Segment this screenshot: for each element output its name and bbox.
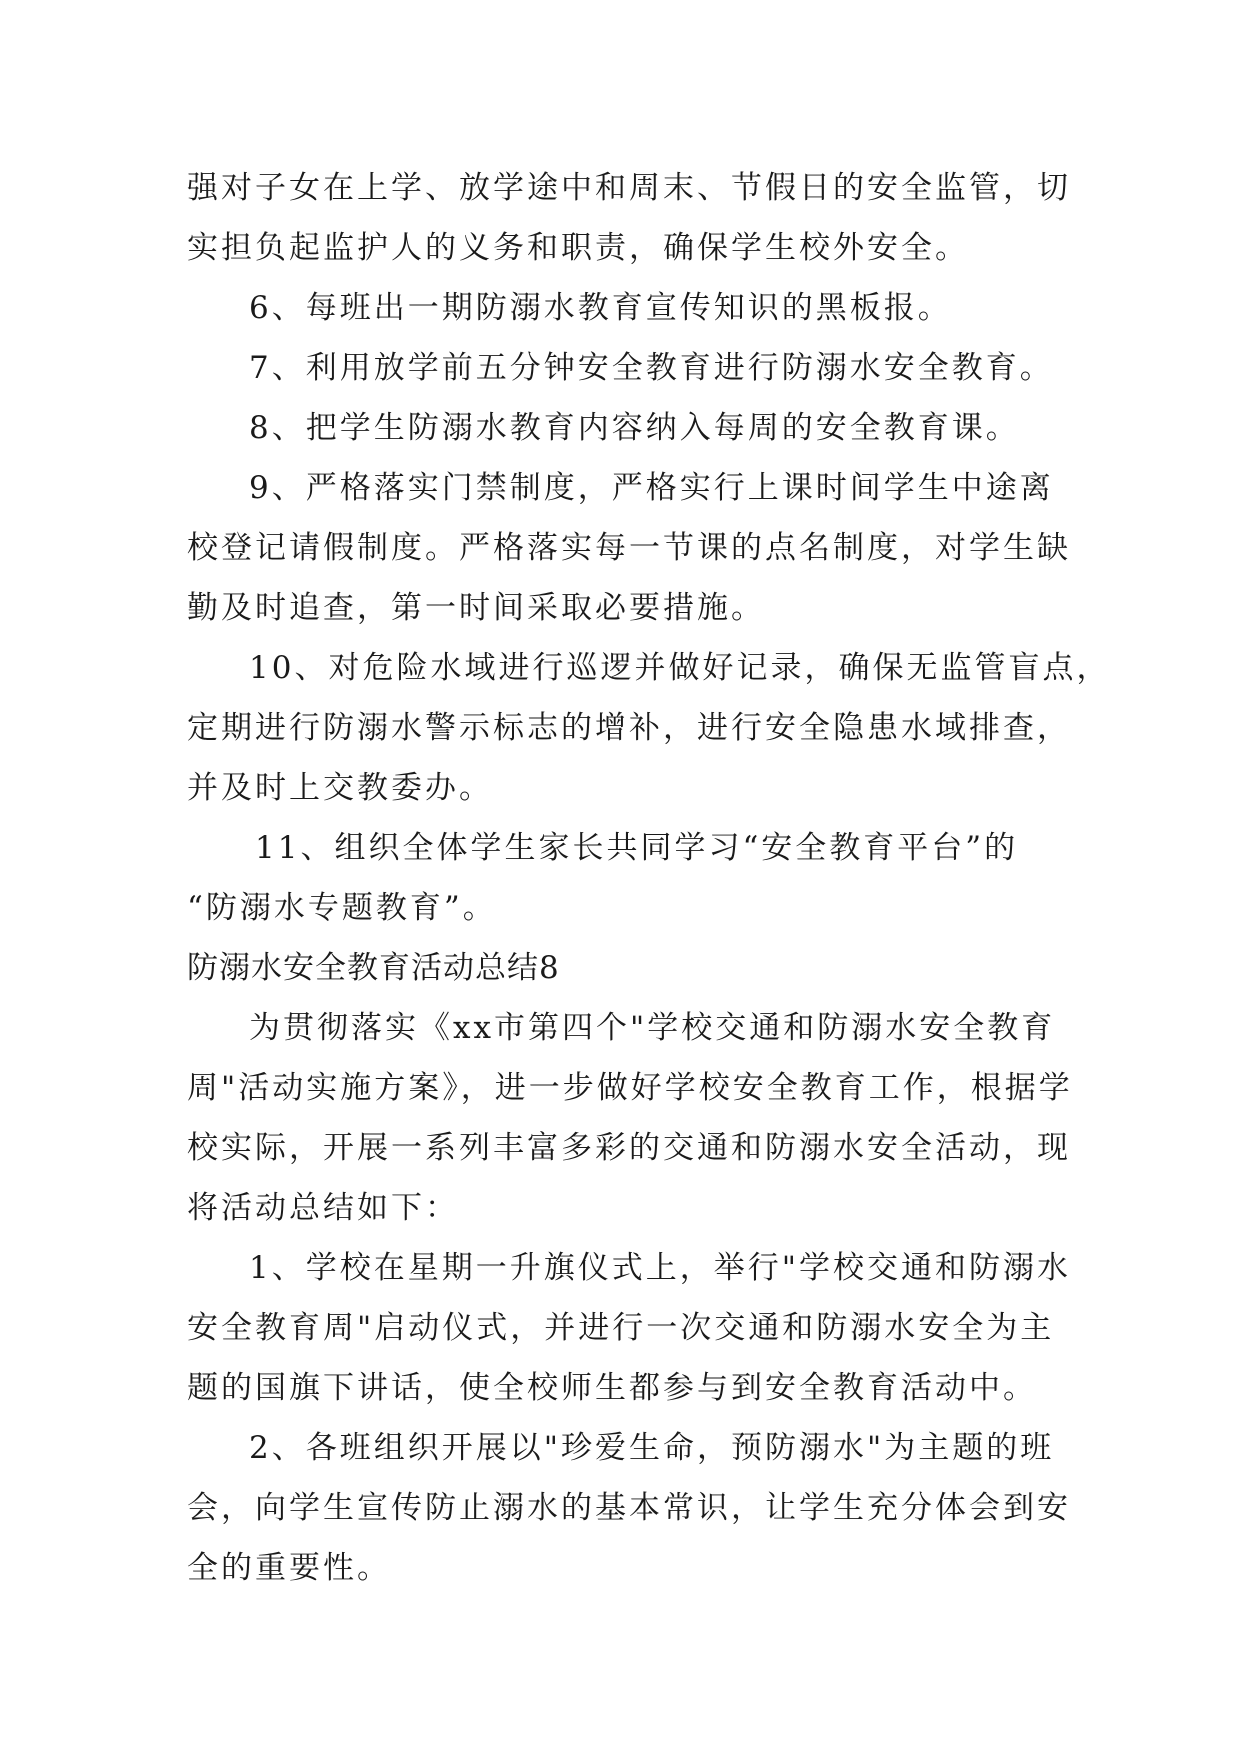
text-line: 将活动总结如下： — [187, 1190, 459, 1226]
text-line: 11、组织全体学生家长共同学习“安全教育平台”的 — [255, 830, 1019, 866]
paragraph — [187, 998, 1073, 1238]
text-line: 全的重要性。 — [187, 1550, 391, 1586]
text-line: 9、严格落实门禁制度，严格实行上课时间学生中途离 — [249, 470, 1054, 506]
text-line: 8、把学生防溺水教育内容纳入每周的安全教育课。 — [249, 410, 1020, 446]
text-line: 校登记请假制度。严格落实每一节课的点名制度，对学生缺 — [187, 530, 1071, 566]
text-line: 强对子女在上学、放学途中和周末、节假日的安全监管，切 — [187, 170, 1071, 206]
paragraph — [187, 458, 1071, 638]
text-line: 并及时上交教委办。 — [187, 770, 493, 806]
paragraph — [187, 1418, 1071, 1598]
text-line: 定期进行防溺水警示标志的增补，进行安全隐患水域排查， — [187, 710, 1071, 746]
text-line: 为贯彻落实《xx市第四个"学校交通和防溺水安全教育 — [249, 1010, 1056, 1046]
text-line: 周"活动实施方案》，进一步做好学校安全教育工作，根据学 — [187, 1070, 1073, 1106]
text-line: “防溺水专题教育”。 — [187, 890, 497, 926]
text-line: 10、对危险水域进行巡逻并做好记录，确保无监管盲点， — [249, 650, 1111, 686]
text-line: 1、学校在星期一升旗仪式上，举行"学校交通和防溺水 — [249, 1250, 1071, 1286]
section-heading — [187, 938, 1057, 998]
text-line: 会，向学生宣传防止溺水的基本常识，让学生充分体会到安 — [187, 1490, 1071, 1526]
text-line: 校实际，开展一系列丰富多彩的交通和防溺水安全活动，现 — [187, 1130, 1071, 1166]
document-body — [187, 158, 1111, 1598]
text-line: 2、各班组织开展以"珍爱生命，预防溺水"为主题的班 — [249, 1430, 1055, 1466]
paragraph — [187, 338, 1057, 398]
paragraph — [187, 158, 1071, 278]
text-line: 防溺水安全教育活动总结8 — [187, 950, 560, 986]
paragraph — [187, 818, 1057, 938]
paragraph — [187, 398, 1057, 458]
text-line: 6、每班出一期防溺水教育宣传知识的黑板报。 — [249, 290, 952, 326]
text-line: 安全教育周"启动仪式，并进行一次交通和防溺水安全为主 — [187, 1310, 1055, 1346]
text-line: 实担负起监护人的义务和职责，确保学生校外安全。 — [187, 230, 969, 266]
text-line: 勤及时追查，第一时间采取必要措施。 — [187, 590, 765, 626]
text-line: 7、利用放学前五分钟安全教育进行防溺水安全教育。 — [249, 350, 1054, 386]
paragraph — [187, 278, 1057, 338]
paragraph — [187, 638, 1111, 818]
text-line: 题的国旗下讲话，使全校师生都参与到安全教育活动中。 — [187, 1370, 1037, 1406]
paragraph — [187, 1238, 1071, 1418]
